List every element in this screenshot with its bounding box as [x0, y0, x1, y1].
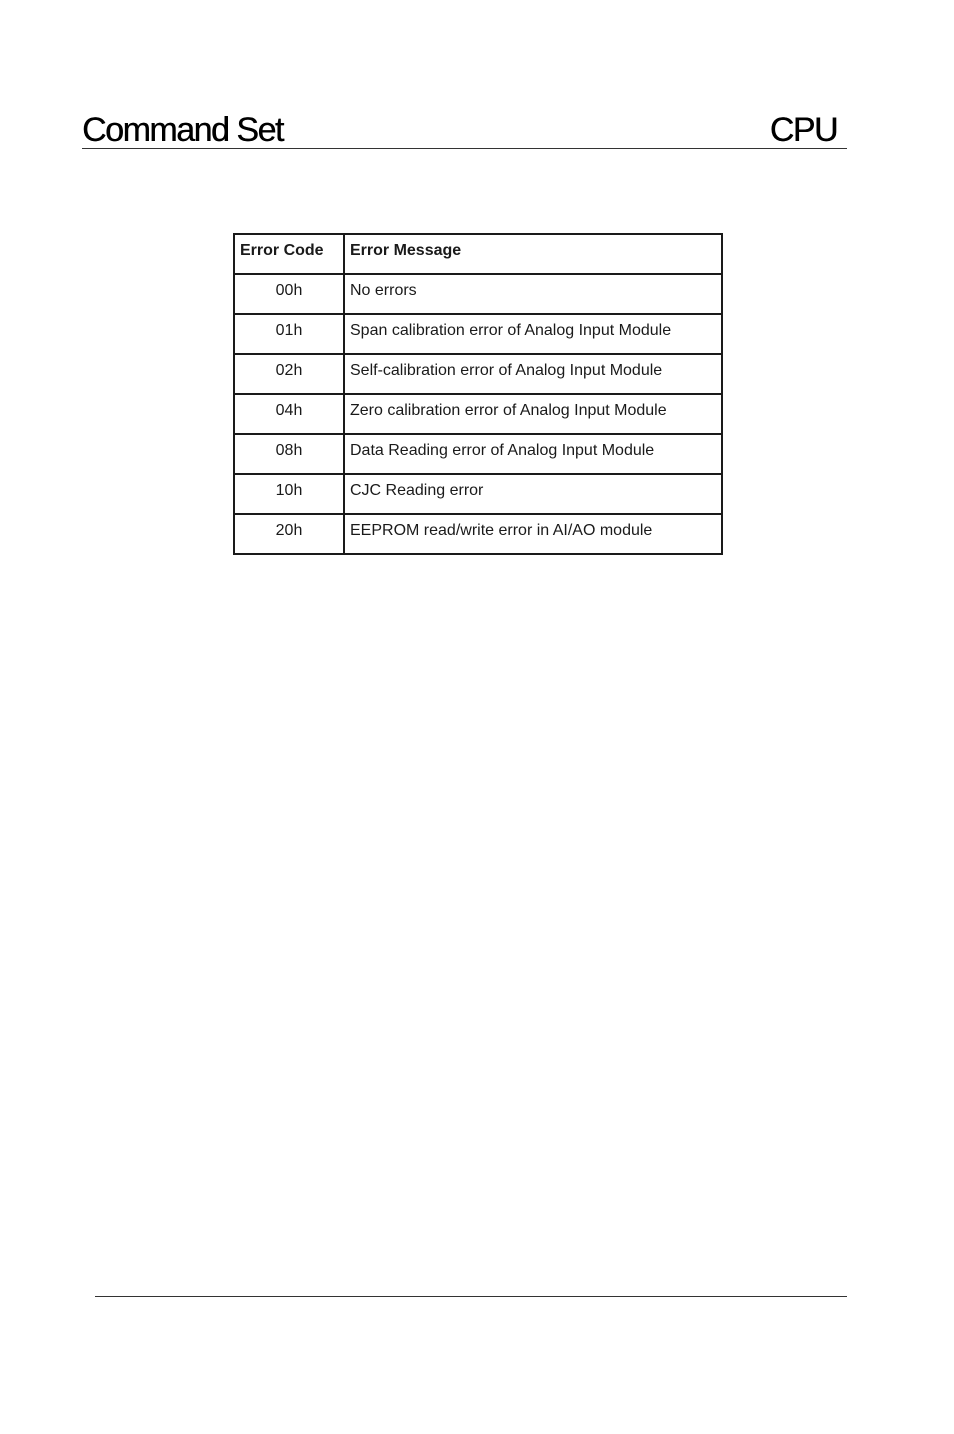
error-message-cell: CJC Reading error [344, 474, 722, 514]
section-title: Command Set [82, 111, 283, 149]
column-header-error-code: Error Code [234, 234, 344, 274]
error-message-cell: No errors [344, 274, 722, 314]
table-row [234, 394, 722, 434]
error-code-cell: 10h [234, 474, 344, 514]
error-code-cell: 20h [234, 514, 344, 554]
column-header-error-message: Error Message [344, 234, 722, 274]
table-row [234, 274, 722, 314]
error-code-cell: 02h [234, 354, 344, 394]
error-code-cell: 04h [234, 394, 344, 434]
error-message-cell: Self-calibration error of Analog Input Module [344, 354, 722, 394]
error-message-cell: Data Reading error of Analog Input Module [344, 434, 722, 474]
error-code-cell: 00h [234, 274, 344, 314]
page-header [82, 110, 847, 149]
chapter-title: CPU [769, 111, 837, 149]
error-code-table-container [233, 233, 723, 555]
table-row [234, 314, 722, 354]
error-message-cell: Span calibration error of Analog Input Module [344, 314, 722, 354]
footer-divider [95, 1296, 847, 1297]
table-header-row [234, 234, 722, 274]
error-message-cell: EEPROM read/write error in AI/AO module [344, 514, 722, 554]
error-code-cell: 08h [234, 434, 344, 474]
table-row [234, 514, 722, 554]
error-code-cell: 01h [234, 314, 344, 354]
error-code-table [233, 233, 723, 555]
table-row [234, 434, 722, 474]
error-message-cell: Zero calibration error of Analog Input Module [344, 394, 722, 434]
table-row [234, 354, 722, 394]
table-row [234, 474, 722, 514]
